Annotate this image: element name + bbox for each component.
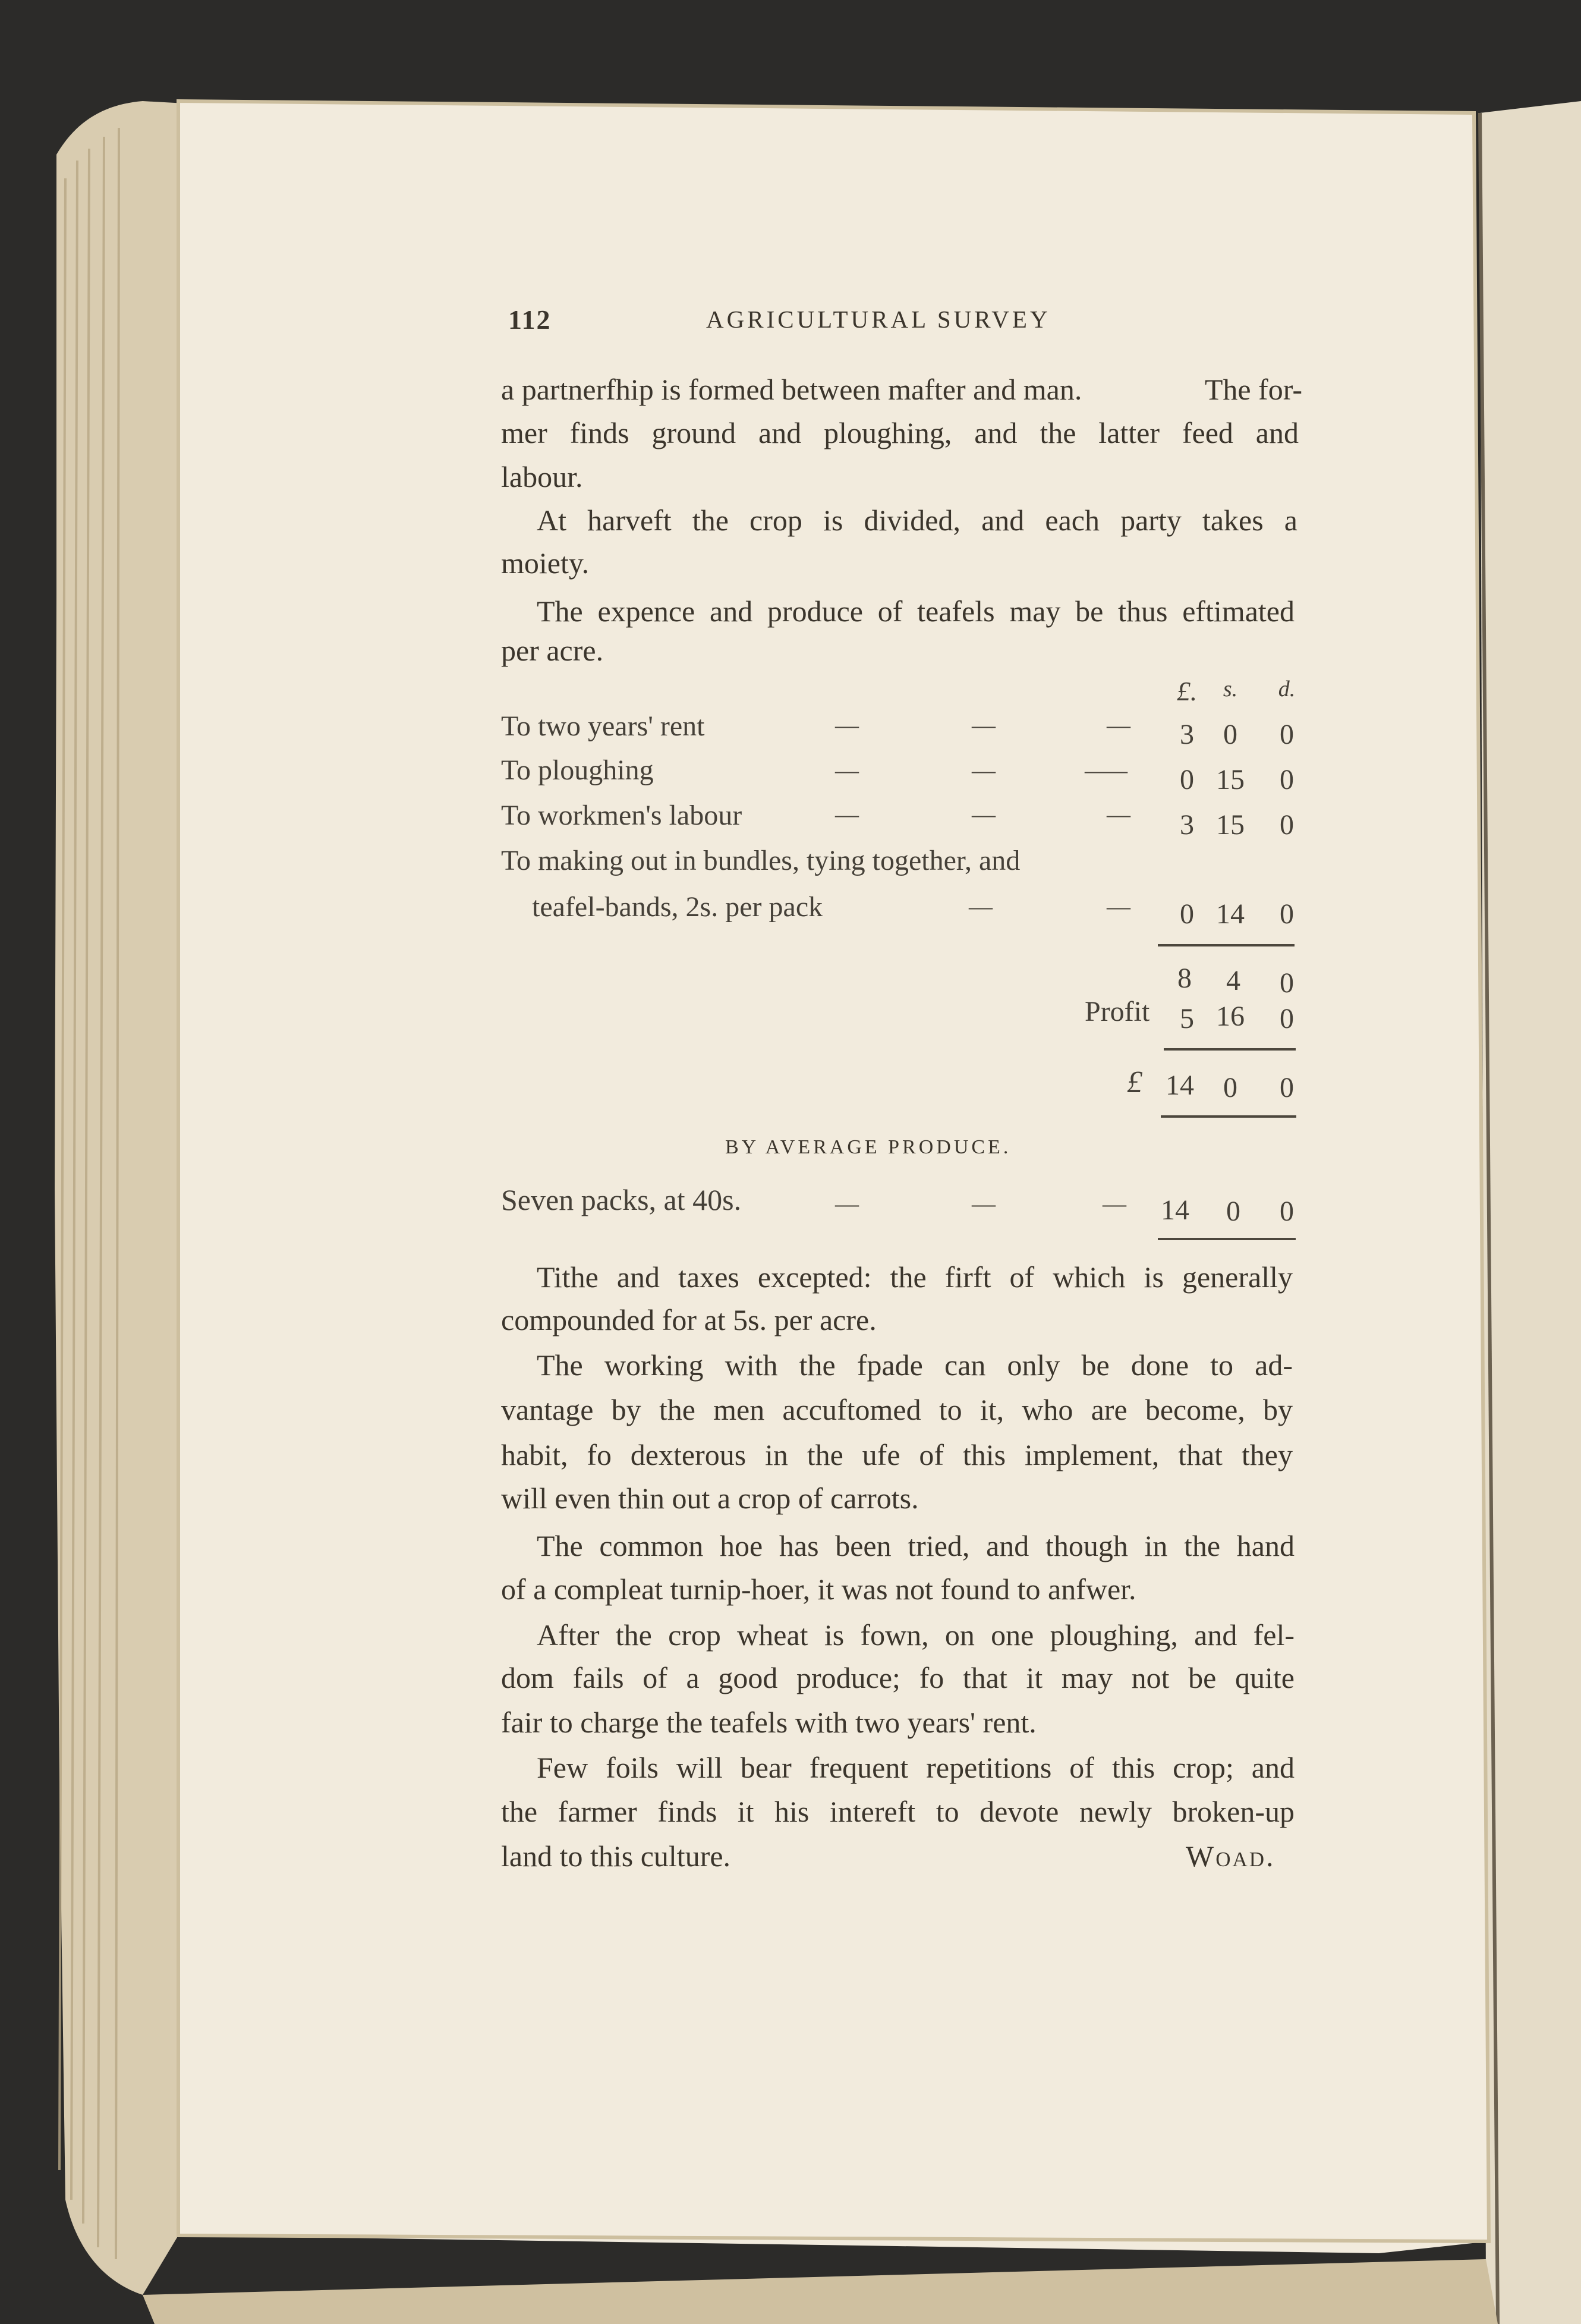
value-pence: 0 (1280, 809, 1294, 841)
subtotal-pence: 0 (1280, 967, 1294, 999)
sum-rule (1158, 1238, 1296, 1240)
catchword: Woad. (1186, 1839, 1275, 1873)
text-line: per acre. (501, 634, 604, 667)
leader-dash: — (835, 712, 859, 738)
sum-rule (1164, 1048, 1296, 1051)
text-line: mer finds ground and ploughing, and the latter feed and (501, 416, 1299, 449)
leader-dash: — (1103, 1190, 1126, 1217)
leader-dash: — (972, 1190, 996, 1217)
leader-dash: — (1107, 893, 1130, 920)
profit-shillings: 16 (1216, 1001, 1245, 1032)
profit-label: Profit (1085, 996, 1150, 1027)
total-pounds: 14 (1166, 1070, 1194, 1101)
value-shillings: 14 (1216, 898, 1245, 930)
value-pounds: 3 (1180, 809, 1194, 841)
leader-dash: — (1107, 801, 1130, 828)
header-pounds: £. (1176, 676, 1198, 706)
average-produce-heading: BY AVERAGE PRODUCE. (725, 1136, 1012, 1158)
table-row-label: To workmen's labour (501, 800, 742, 831)
profit-pence: 0 (1280, 1003, 1294, 1034)
table-row-label: teafel-bands, 2s. per pack (532, 891, 823, 923)
text-line: of a compleat turnip-hoer, it was not found to anfwer. (501, 1573, 1136, 1606)
header-shillings: s. (1223, 677, 1238, 702)
page-number: 112 (508, 304, 552, 335)
text-line: Few foils will bear frequent repetitions of this crop; and (537, 1751, 1295, 1784)
leader-dash: — (972, 757, 996, 784)
text-line: a partnerfhip is formed between mafter and man. The for- (501, 373, 1302, 406)
subtotal-pounds: 8 (1177, 963, 1192, 994)
value-pence: 0 (1280, 898, 1294, 930)
leader-dash: — (835, 801, 859, 828)
header-pence: d. (1278, 677, 1296, 702)
leader-dash: — (835, 1190, 859, 1217)
sum-rule (1158, 944, 1295, 946)
text-line: the farmer finds it his intereft to devote newly broken-up (501, 1795, 1295, 1828)
table-row-label: To two years' rent (501, 710, 705, 742)
profit-pounds: 5 (1180, 1003, 1194, 1034)
running-head-title: AGRICULTURAL SURVEY (706, 306, 1051, 333)
text-line: habit, fo dexterous in the ufe of this implement, that they (501, 1438, 1293, 1471)
leader-dash: — (972, 712, 996, 738)
value-shillings: 15 (1216, 809, 1245, 841)
leader-dash: — (969, 893, 993, 920)
value-pounds: 3 (1180, 719, 1194, 750)
total-pence: 0 (1280, 1072, 1294, 1103)
leader-dash: — (972, 801, 996, 828)
table-row-label: To ploughing (501, 754, 654, 786)
sum-rule (1161, 1115, 1296, 1118)
average-pounds: 14 (1161, 1194, 1189, 1226)
total-currency: £ (1127, 1065, 1142, 1099)
subtotal-shillings: 4 (1226, 965, 1240, 996)
average-produce-label: Seven packs, at 40s. (501, 1183, 742, 1216)
table-row-label: To making out in bundles, tying together, and (501, 845, 1021, 876)
text-line: vantage by the men accuftomed to it, who are become, by (501, 1393, 1293, 1426)
text-line: At harveft the crop is divided, and each party takes a (537, 504, 1297, 537)
text-line: After the crop wheat is fown, on one ploughing, and fel- (537, 1618, 1295, 1652)
text-line: moiety. (501, 546, 590, 580)
value-shillings: 0 (1223, 719, 1237, 750)
total-shillings: 0 (1223, 1072, 1237, 1103)
average-shillings: 0 (1226, 1196, 1240, 1227)
text-line: compounded for at 5s. per acre. (501, 1303, 877, 1336)
leader-dash: — (835, 757, 859, 784)
text-line: dom fails of a good produce; fo that it may not be quite (501, 1661, 1295, 1694)
text-line: The common hoe has been tried, and though in the hand (537, 1529, 1295, 1562)
value-shillings: 15 (1216, 764, 1245, 795)
text-line: land to this culture. (501, 1839, 731, 1873)
value-pence: 0 (1280, 719, 1294, 750)
text-line: Tithe and taxes excepted: the firft of which is generally (537, 1260, 1293, 1294)
text-line: labour. (501, 460, 583, 493)
leader-dash: —— (1085, 757, 1123, 784)
value-pence: 0 (1280, 764, 1294, 795)
value-pounds: 0 (1180, 764, 1194, 795)
leader-dash: — (1107, 712, 1130, 738)
text-line: The working with the fpade can only be done to ad- (537, 1348, 1293, 1382)
text-line: fair to charge the teafels with two years' rent. (501, 1706, 1037, 1739)
text-line: The expence and produce of teafels may be thus eftimated (537, 595, 1295, 628)
average-pence: 0 (1280, 1196, 1294, 1227)
value-pounds: 0 (1180, 898, 1194, 930)
text-line: will even thin out a crop of carrots. (501, 1482, 919, 1515)
